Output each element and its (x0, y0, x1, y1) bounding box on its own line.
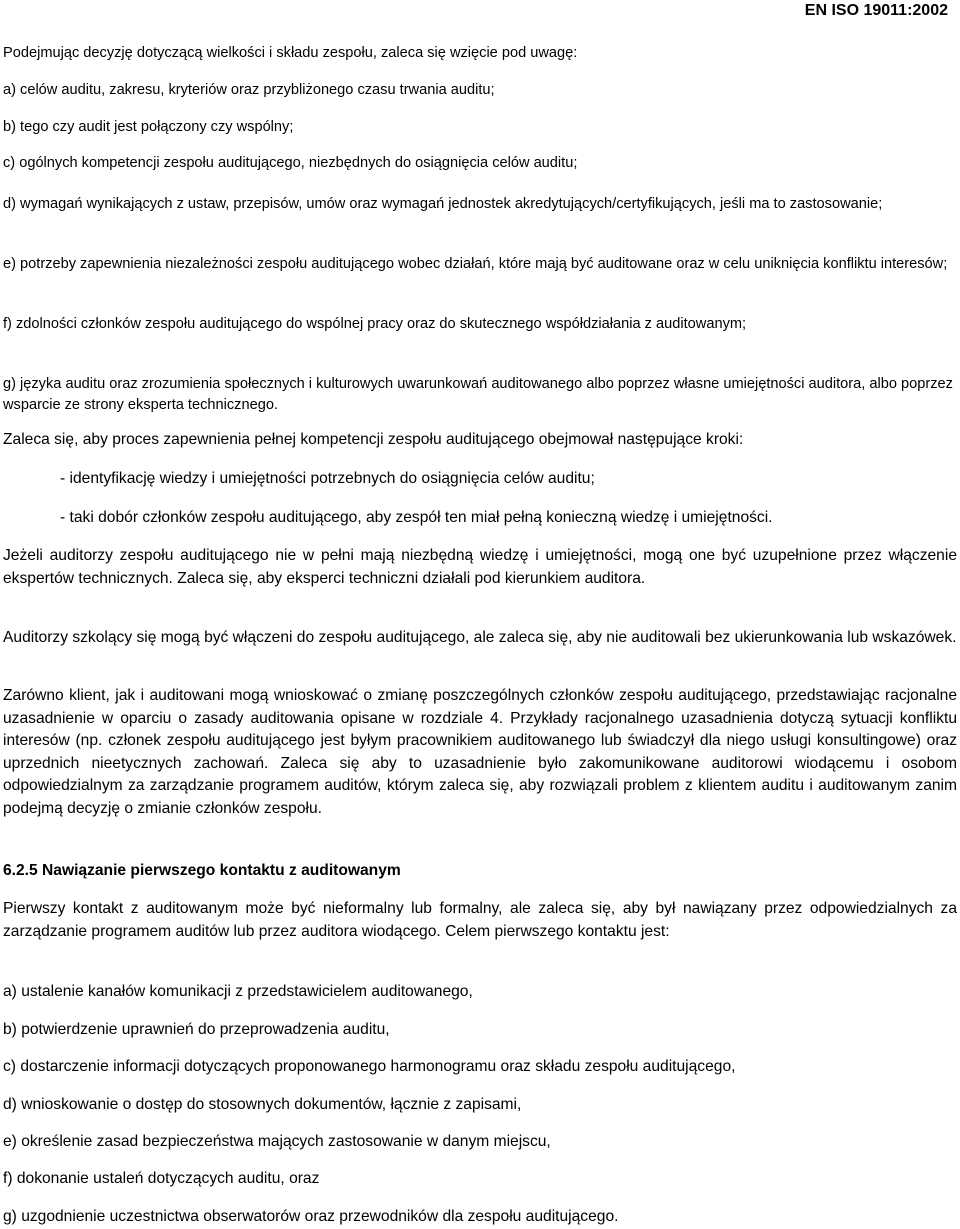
standard-header: EN ISO 19011:2002 (804, 2, 948, 19)
consideration-item-e: e) potrzeby zapewnienia niezależności zespołu auditującego wobec działań, które mają być auditowane oraz w celu uniknięcia konfliktu interesów; (3, 256, 948, 272)
contact-goal-g: g) uzgodnienie uczestnictwa obserwatorów oraz przewodników dla zespołu auditującego. (3, 1208, 619, 1225)
consideration-item-b: b) tego czy audit jest połączony czy wspólny; (3, 119, 294, 135)
section-heading: 6.2.5 Nawiązanie pierwszego kontaktu z auditowanym (3, 862, 401, 879)
contact-goal-b: b) potwierdzenie uprawnień do przeprowadzenia auditu, (3, 1021, 390, 1038)
paragraph-first-contact: Pierwszy kontakt z auditowanym może być nieformalny lub formalny, ale zaleca się, aby był nawiązany przez odpowiedzialnych za zarządzanie programem auditów lub przez auditora wiodącego. Celem pierwszego kontaktu jest: (3, 900, 957, 940)
contact-goal-a: a) ustalenie kanałów komunikacji z przedstawicielem auditowanego, (3, 983, 473, 1000)
contact-goal-d: d) wnioskowanie o dostęp do stosownych dokumentów, łącznie z zapisami, (3, 1096, 522, 1113)
paragraph-technical-experts: Jeżeli auditorzy zespołu auditującego nie w pełni mają niezbędną wiedzę i umiejętności, mogą one być uzupełnione przez włączenie ekspertów technicznych. Zaleca się, aby eksperci techniczni działali pod kierunkiem auditora. (3, 547, 957, 587)
paragraph-trainee-auditors: Auditorzy szkolący się mogą być włączeni do zespołu auditującego, ale zaleca się, aby nie auditowali bez ukierunkowania lub wskazówek. (3, 629, 957, 646)
consideration-item-c: c) ogólnych kompetencji zespołu auditującego, niezbędnych do osiągnięcia celów auditu; (3, 155, 578, 171)
consideration-item-a: a) celów auditu, zakresu, kryteriów oraz przybliżonego czasu trwania auditu; (3, 82, 495, 98)
consideration-item-d: d) wymagań wynikających z ustaw, przepisów, umów oraz wymagań jednostek akredytujących/certyfikujących, jeśli ma to zastosowanie; (3, 196, 883, 212)
process-step-2: - taki dobór członków zespołu auditującego, aby zespół ten miał pełną konieczną wiedzę i umiejętności. (60, 509, 773, 526)
consideration-item-f: f) zdolności członków zespołu auditującego do wspólnej pracy oraz do skutecznego współdziałania z auditowanym; (3, 316, 747, 332)
paragraph-team-change: Zarówno klient, jak i auditowani mogą wnioskować o zmianę poszczególnych członków zespołu auditującego, przedstawiając racjonalne uzasadnienie w oparciu o zasady auditowania opisane w rozdziale 4. Przykłady racjonalnego uzasadnienia dotyczą sytuacji konfliktu interesów (np. członek zespołu auditującego jest byłym pracownikiem auditowanego lub świadczył dla niego usługi konsultingowe) oraz uprzednich nieetycznych zachowań. Zaleca się aby to uzasadnienie było zakomunikowane auditorowi wiodącemu i osobom odpowiedzialnym za zarządzanie programem auditów, którym zaleca się, aby rozwiązali problem z klientem auditu i auditowanym zanim podejmą decyzję o zmianie członków zespołu. (3, 687, 957, 817)
consideration-item-g: g) języka auditu oraz zrozumienia społecznych i kulturowych uwarunkowań auditowanego albo poprzez własne umiejętności auditora, albo poprzez wsparcie ze strony eksperta technicznego. (3, 376, 953, 413)
contact-goal-c: c) dostarczenie informacji dotyczących proponowanego harmonogramu oraz składu zespołu auditującego, (3, 1058, 736, 1075)
considerations-intro: Podejmując decyzję dotyczącą wielkości i składu zespołu, zaleca się wzięcie pod uwagę: (3, 45, 578, 61)
process-intro: Zaleca się, aby proces zapewnienia pełnej kompetencji zespołu auditującego obejmował następujące kroki: (3, 431, 744, 448)
contact-goal-e: e) określenie zasad bezpieczeństwa mających zastosowanie w danym miejscu, (3, 1133, 551, 1150)
process-step-1: - identyfikację wiedzy i umiejętności potrzebnych do osiągnięcia celów auditu; (60, 470, 595, 487)
contact-goal-f: f) dokonanie ustaleń dotyczących auditu, oraz (3, 1170, 320, 1187)
